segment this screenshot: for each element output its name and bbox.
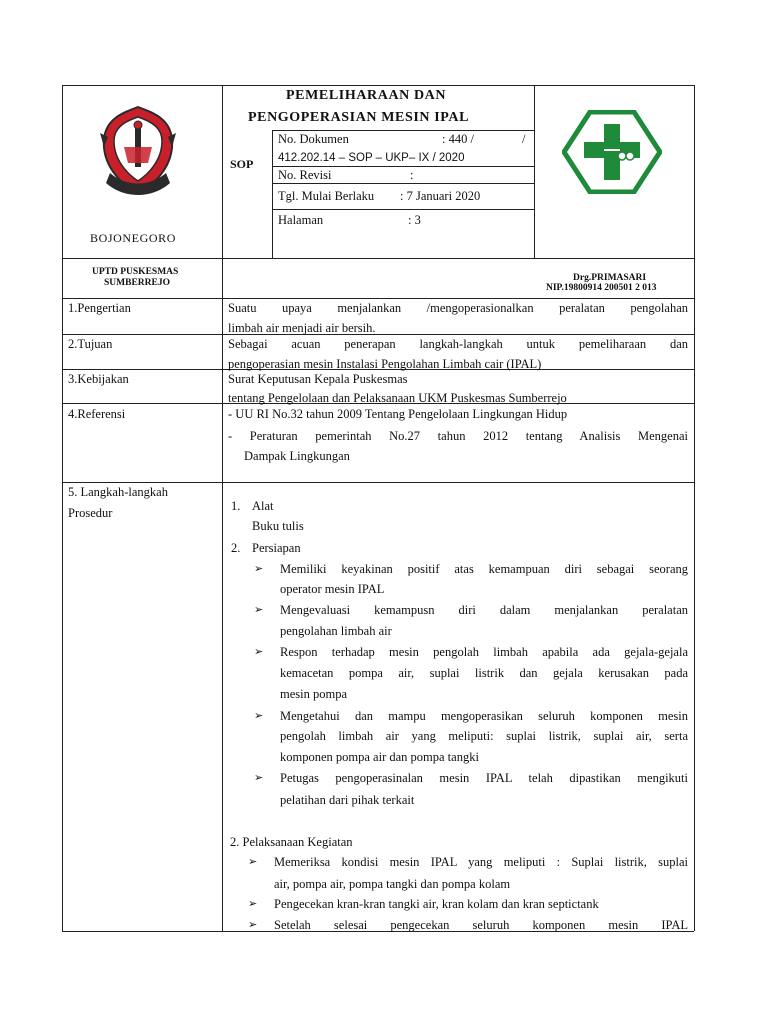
doc-no-slash: / — [522, 132, 526, 146]
persiapan-item5-line1: Petugas pengoperasinalan mesin IPAL telah dipastikan mengikuti — [280, 771, 688, 785]
doc-no-value2: 412.202.14 – SOP – UKP– IX / 2020 — [278, 152, 465, 164]
persiapan-item3-line1: Respon terhadap mesin pengolah limbah apabila ada gejala-gejala — [280, 645, 688, 659]
persiapan-item4-line2: pengolah limbah air yang meliputi: suplai listrik, suplai air, serta — [280, 729, 688, 743]
section-label-tujuan: 2.Tujuan — [68, 337, 113, 351]
head-nip: NIP.19800914 200501 2 013 — [546, 283, 657, 293]
tgl-value: : 7 Januari 2020 — [400, 189, 481, 203]
persiapan-item5-line2: pelatihan dari pihak terkait — [280, 793, 415, 807]
pelaksanaan-item3-line1: Setelah selesai pengecekan seluruh komponen mesin IPAL — [274, 918, 688, 932]
revisi-label: No. Revisi — [278, 168, 332, 182]
alat-title: Alat — [252, 499, 274, 513]
tujuan-line2: pengoperasian mesin Instalasi Pengolahan Limbah cair (IPAL) — [228, 357, 542, 371]
pelaksanaan-item1-line2: air, pompa air, pompa tangki dan pompa kolam — [274, 877, 511, 891]
arrow-bullet-icon: ➢ — [248, 919, 258, 931]
doc-no-value1: : 440 / — [442, 132, 474, 146]
alat-item: Buku tulis — [252, 519, 304, 533]
section-label-pengertian: 1.Pengertian — [68, 301, 131, 315]
referensi-item1: - UU RI No.32 tahun 2009 Tentang Pengelolaan Lingkungan Hidup — [228, 407, 568, 421]
section-label-langkah-1: 5. Langkah-langkah — [68, 485, 168, 499]
section-label-langkah-2: Prosedur — [68, 506, 113, 520]
persiapan-item2-line2: pengolahan limbah air — [280, 624, 392, 638]
alat-number: 1. — [231, 499, 241, 513]
region-name: BOJONEGORO — [90, 231, 177, 245]
head-name: Drg.PRIMASARI — [573, 273, 647, 283]
arrow-bullet-icon: ➢ — [254, 772, 264, 784]
arrow-bullet-icon: ➢ — [254, 604, 264, 616]
persiapan-item4-line1: Mengetahui dan mampu mengoperasikan seluruh komponen mesin — [280, 709, 688, 723]
revisi-value: : — [410, 168, 414, 182]
tujuan-line1: Sebagai acuan penerapan langkah-langkah untuk pemeliharaan dan — [228, 337, 688, 351]
persiapan-item3-line2: kemacetan pompa air, suplai listrik dan gejala kerusakan pada — [280, 666, 688, 680]
persiapan-item3-line3: mesin pompa — [280, 687, 348, 701]
section-label-kebijakan: 3.Kebijakan — [68, 372, 129, 386]
bojonegoro-emblem-icon — [96, 103, 180, 203]
kebijakan-line1: Surat Keputusan Kepala Puskesmas — [228, 372, 408, 386]
arrow-bullet-icon: ➢ — [254, 710, 264, 722]
page-title-line1: PEMELIHARAAN DAN — [286, 88, 447, 103]
pelaksanaan-item1-line1: Memeriksa kondisi mesin IPAL yang meliputi : Suplai listrik, suplai — [274, 855, 688, 869]
pengertian-line1: Suatu upaya menjalankan /mengoperasionalkan peralatan pengolahan — [228, 301, 688, 315]
arrow-bullet-icon: ➢ — [248, 856, 258, 868]
persiapan-item1-line2: operator mesin IPAL — [280, 582, 385, 596]
page-title-line2: PENGOPERASIAN MESIN IPAL — [248, 110, 470, 125]
unit-name-line2: SUMBERREJO — [104, 278, 170, 288]
persiapan-title: Persiapan — [252, 541, 301, 555]
referensi-item2-line2: Dampak Lingkungan — [244, 449, 350, 463]
tgl-label: Tgl. Mulai Berlaku — [278, 189, 375, 203]
unit-name-line1: UPTD PUSKESMAS — [92, 267, 179, 277]
halaman-value: : 3 — [408, 213, 421, 227]
pelaksanaan-title: 2. Pelaksanaan Kegiatan — [230, 835, 353, 849]
pelaksanaan-item2-line1: Pengecekan kran-kran tangki air, kran kolam dan kran septictank — [274, 897, 599, 911]
arrow-bullet-icon: ➢ — [254, 646, 264, 658]
pengertian-line2: limbah air menjadi air bersih. — [228, 321, 376, 335]
persiapan-item4-line3: komponen pompa air dan pompa tangki — [280, 750, 479, 764]
persiapan-item1-line1: Memiliki keyakinan positif atas kemampuan diri sebagai seorang — [280, 562, 688, 576]
arrow-bullet-icon: ➢ — [248, 898, 258, 910]
halaman-label: Halaman — [278, 213, 324, 227]
kebijakan-line2: tentang Pengelolaan dan Pelaksanaan UKM Puskesmas Sumberrejo — [228, 391, 567, 405]
doc-no-label: No. Dokumen — [278, 132, 349, 146]
arrow-bullet-icon: ➢ — [254, 563, 264, 575]
persiapan-item2-line1: Mengevaluasi kemampusn diri dalam menjalankan peralatan — [280, 603, 688, 617]
referensi-item2-line1: - Peraturan pemerintah No.27 tahun 2012 tentang Analisis Mengenai — [228, 429, 688, 443]
puskesmas-logo-icon — [562, 110, 662, 194]
persiapan-number: 2. — [231, 541, 241, 555]
section-label-referensi: 4.Referensi — [68, 407, 126, 421]
sop-label: SOP — [230, 157, 254, 171]
